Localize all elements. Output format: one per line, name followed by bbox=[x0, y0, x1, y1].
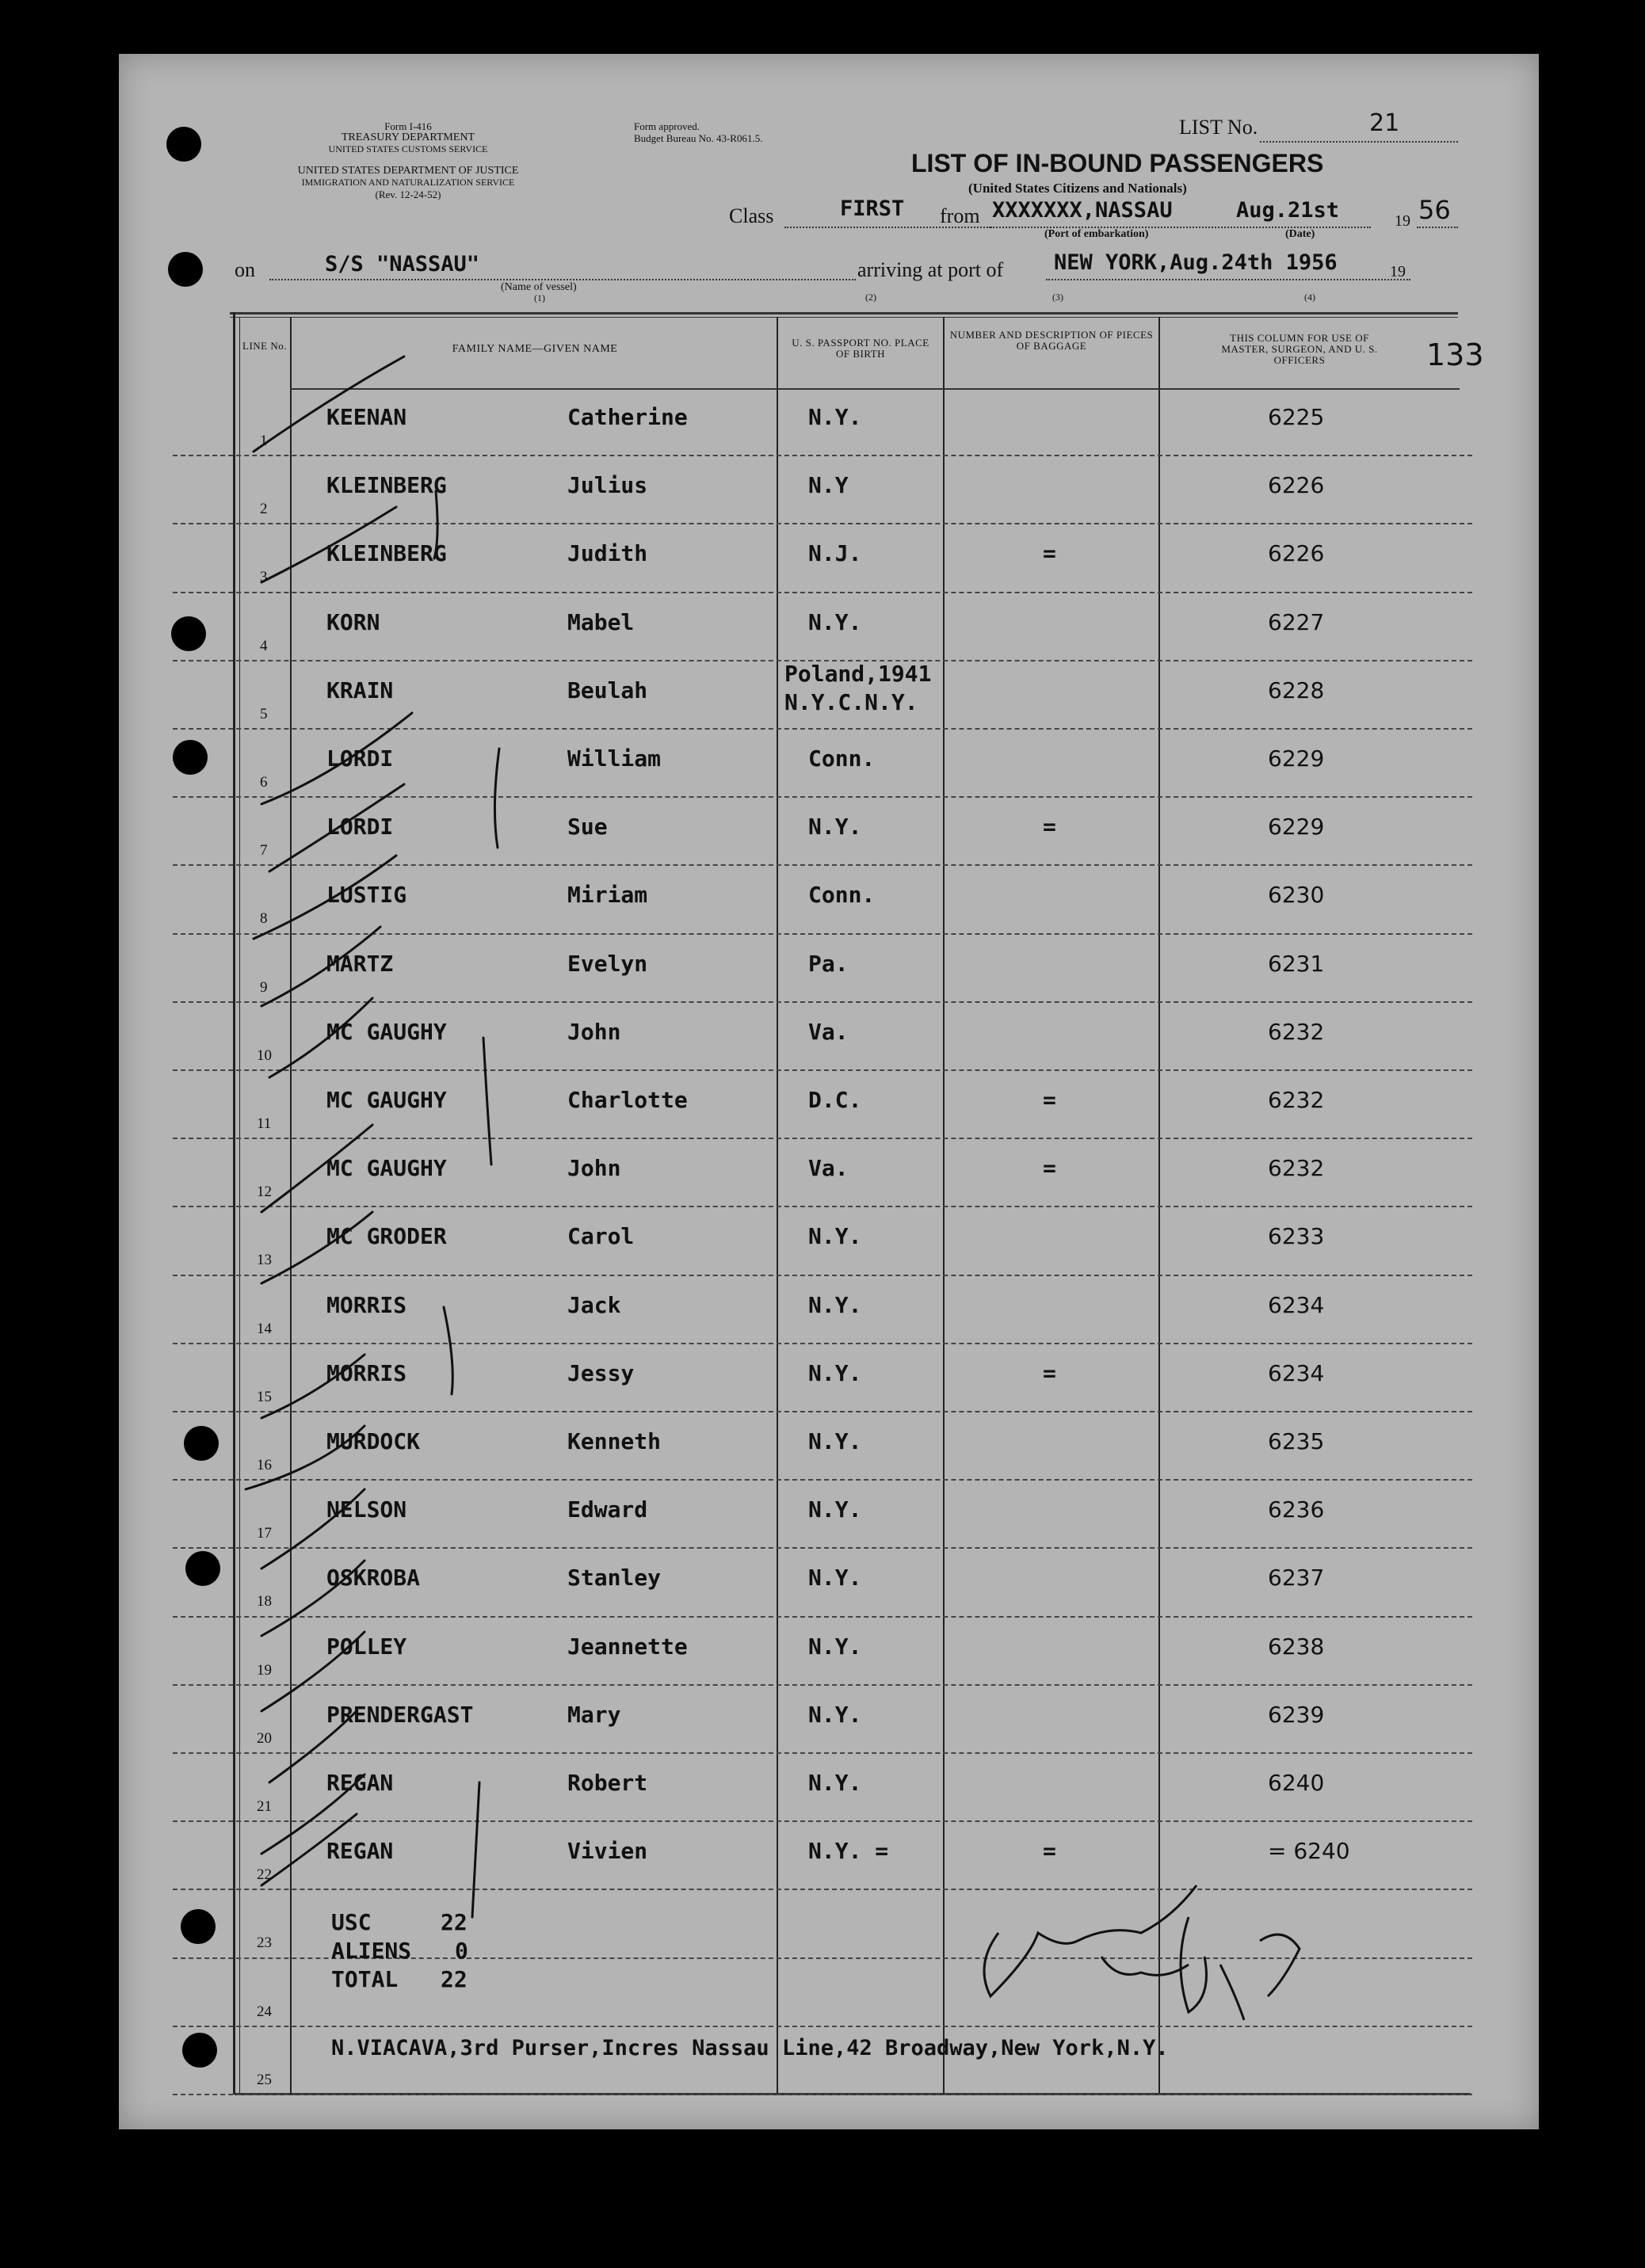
officer-number: 6227 bbox=[1268, 608, 1325, 635]
officer-number: 6234 bbox=[1268, 1359, 1325, 1386]
family-name: PRENDERGAST bbox=[326, 1701, 474, 1728]
family-name: MC GAUGHY bbox=[326, 1087, 447, 1113]
family-name: MC GAUGHY bbox=[326, 1155, 447, 1182]
line-number: 6 bbox=[260, 774, 268, 791]
place-of-birth: N.Y. bbox=[808, 1633, 862, 1660]
header-passport: U. S. PASSPORT NO. PLACE OF BIRTH bbox=[792, 337, 929, 360]
place-of-birth: N.Y bbox=[808, 472, 849, 499]
family-name: KLEINBERG bbox=[326, 472, 447, 499]
given-name: Vivien bbox=[567, 1838, 648, 1865]
officer-number: 6226 bbox=[1268, 540, 1325, 567]
given-name: Judith bbox=[567, 540, 648, 567]
line-number: 21 bbox=[257, 1798, 272, 1815]
place-of-birth: N.Y. bbox=[808, 1359, 862, 1386]
line-number: 24 bbox=[257, 2003, 272, 2020]
line-number: 20 bbox=[257, 1729, 272, 1747]
given-name: Catherine bbox=[567, 404, 688, 430]
class-value: FIRST bbox=[840, 196, 905, 221]
place-of-birth: N.Y. bbox=[808, 404, 862, 430]
baggage-description: = bbox=[1043, 1359, 1056, 1386]
officer-number: 6234 bbox=[1268, 1291, 1325, 1318]
header-baggage: NUMBER AND DESCRIPTION OF PIECES OF BAGGAGE bbox=[949, 329, 1154, 352]
signature-scribble bbox=[984, 1885, 1300, 2020]
given-name: Stanley bbox=[567, 1565, 662, 1591]
officer-number: 6225 bbox=[1268, 404, 1325, 430]
line-number: 19 bbox=[257, 1661, 272, 1679]
family-name: MORRIS bbox=[326, 1291, 407, 1318]
header-line-no: LINE No. bbox=[242, 340, 287, 352]
baggage-description: = bbox=[1043, 814, 1056, 840]
line-number: 8 bbox=[260, 910, 268, 928]
col-2-number: (2) bbox=[865, 292, 876, 303]
given-name: John bbox=[567, 1155, 621, 1182]
place-of-birth: N.Y. bbox=[808, 1496, 862, 1523]
officer-number: 6239 bbox=[1268, 1701, 1325, 1728]
vessel-column-number: (1) bbox=[534, 292, 545, 303]
document-title: LIST OF IN-BOUND PASSENGERS bbox=[911, 149, 1324, 177]
baggage-description: = bbox=[1043, 1838, 1056, 1865]
vessel-name: S/S "NASSAU" bbox=[325, 252, 480, 276]
place-of-birth: N.Y. bbox=[808, 1223, 862, 1250]
given-name: Beulah bbox=[567, 677, 648, 703]
place-of-birth: Conn. bbox=[808, 882, 876, 909]
line-number: 2 bbox=[260, 501, 268, 518]
dept-customs: UNITED STATES CUSTOMS SERVICE bbox=[328, 143, 488, 154]
form-approved: Form approved. bbox=[634, 120, 700, 132]
given-name: Charlotte bbox=[567, 1087, 688, 1113]
form-number: Form I-416 bbox=[384, 120, 432, 132]
line-number: 13 bbox=[257, 1252, 272, 1269]
family-name: MC GAUGHY bbox=[326, 1018, 447, 1045]
line-number: 4 bbox=[260, 637, 268, 654]
given-name: Evelyn bbox=[567, 950, 648, 977]
date-caption: (Date) bbox=[1285, 228, 1315, 240]
budget-bureau: Budget Bureau No. 43-R061.5. bbox=[634, 132, 763, 144]
given-name: Carol bbox=[567, 1223, 635, 1250]
officer-number: 6240 bbox=[1268, 1770, 1325, 1796]
place-of-birth: Pa. bbox=[808, 950, 849, 977]
family-name: NELSON bbox=[326, 1496, 407, 1523]
given-name: Miriam bbox=[567, 882, 648, 909]
total-count: 22 bbox=[441, 1966, 468, 1992]
family-name: MURDOCK bbox=[326, 1428, 421, 1454]
list-number: 21 bbox=[1369, 109, 1400, 137]
officer-number: 6232 bbox=[1268, 1018, 1325, 1045]
family-name: LORDI bbox=[326, 814, 394, 840]
line-number: 7 bbox=[260, 842, 268, 860]
given-name: William bbox=[567, 745, 662, 772]
aliens-label: ALIENS bbox=[331, 1938, 412, 1964]
header-officers: THIS COLUMN FOR USE OF MASTER, SURGEON, AND U. S. OFFICERS bbox=[1221, 332, 1378, 366]
line-number: 3 bbox=[260, 569, 268, 586]
line-number: 18 bbox=[257, 1593, 272, 1610]
family-name: REGAN bbox=[326, 1770, 394, 1796]
line-number: 15 bbox=[257, 1388, 272, 1405]
family-name: MC GRODER bbox=[326, 1223, 447, 1250]
given-name: Sue bbox=[567, 814, 608, 840]
place-of-birth: D.C. bbox=[808, 1087, 862, 1113]
document-subtitle: (United States Citizens and Nationals) bbox=[968, 181, 1187, 196]
from-label: from bbox=[940, 204, 980, 227]
line-number: 11 bbox=[257, 1115, 272, 1132]
family-name: MARTZ bbox=[326, 950, 394, 977]
given-name: Mary bbox=[567, 1701, 621, 1728]
officer-number: 6232 bbox=[1268, 1087, 1325, 1113]
officer-number: 6232 bbox=[1268, 1155, 1325, 1182]
officer-number: 6233 bbox=[1268, 1223, 1325, 1250]
baggage-description: = bbox=[1043, 1155, 1056, 1182]
usc-label: USC bbox=[331, 1909, 372, 1935]
place-of-birth: N.Y. bbox=[808, 1701, 862, 1728]
place-of-birth: N.Y. bbox=[808, 1770, 862, 1796]
family-name: POLLEY bbox=[326, 1633, 407, 1660]
year-prefix: 19 bbox=[1395, 212, 1410, 230]
port-of-embarkation: XXXXXXX,NASSAU bbox=[992, 198, 1173, 223]
given-name: Kenneth bbox=[567, 1428, 662, 1454]
baggage-description: = bbox=[1043, 540, 1056, 567]
line-number: 16 bbox=[257, 1457, 272, 1473]
arriving-label: arriving at port of bbox=[857, 258, 1004, 281]
place-of-birth: N.Y. bbox=[808, 1565, 862, 1591]
line-number: 25 bbox=[257, 2071, 272, 2088]
baggage-description: = bbox=[1043, 1087, 1056, 1113]
given-name: Jack bbox=[567, 1291, 621, 1318]
family-name: KLEINBERG bbox=[326, 540, 447, 567]
aliens-count: 0 bbox=[455, 1938, 468, 1964]
class-label: Class bbox=[729, 204, 774, 227]
page-number: 133 bbox=[1426, 337, 1484, 372]
purser-footer: N.VIACAVA,3rd Purser,Incres Nassau Line,42 Broadway,New York,N.Y. bbox=[331, 2036, 1169, 2060]
arrival-port-date: NEW YORK,Aug.24th 1956 bbox=[1054, 250, 1338, 275]
place-of-birth: N.Y. bbox=[808, 1291, 862, 1318]
line-number: 9 bbox=[260, 978, 268, 996]
vessel-caption: (Name of vessel) bbox=[501, 281, 577, 293]
family-name: KORN bbox=[326, 608, 380, 635]
officer-number: = 6240 bbox=[1268, 1838, 1350, 1865]
line-number: 14 bbox=[257, 1320, 272, 1337]
officer-number: 6235 bbox=[1268, 1428, 1325, 1454]
family-name: LORDI bbox=[326, 745, 394, 772]
family-name: MORRIS bbox=[326, 1359, 407, 1386]
arrival-year-prefix: 19 bbox=[1390, 263, 1406, 280]
given-name: Mabel bbox=[567, 608, 635, 635]
line-number: 10 bbox=[257, 1046, 272, 1064]
place-of-birth: Conn. bbox=[808, 745, 876, 772]
line-number: 5 bbox=[260, 705, 268, 722]
place-of-birth: Va. bbox=[808, 1155, 849, 1182]
dept-treasury: TREASURY DEPARTMENT bbox=[341, 132, 475, 143]
given-name: John bbox=[567, 1018, 621, 1045]
year-value: 56 bbox=[1418, 195, 1451, 225]
officer-number: 6237 bbox=[1268, 1565, 1325, 1591]
place-of-birth: Va. bbox=[808, 1018, 849, 1045]
given-name: Edward bbox=[567, 1496, 648, 1523]
place-of-birth: N.Y. bbox=[808, 608, 862, 635]
place-of-birth: N.Y. bbox=[808, 1428, 862, 1454]
place-of-birth: Poland,1941 N.Y.C.N.Y. bbox=[784, 660, 932, 715]
total-label: TOTAL bbox=[331, 1966, 399, 1992]
usc-count: 22 bbox=[441, 1909, 468, 1935]
place-of-birth: N.Y. bbox=[808, 814, 862, 840]
dept-justice: UNITED STATES DEPARTMENT OF JUSTICE bbox=[297, 165, 519, 177]
officer-number: 6238 bbox=[1268, 1633, 1325, 1660]
dept-ins: IMMIGRATION AND NATURALIZATION SERVICE bbox=[301, 177, 515, 188]
form-revision: (Rev. 12-24-52) bbox=[375, 189, 441, 200]
col-3-number: (3) bbox=[1052, 292, 1063, 303]
family-name: REGAN bbox=[326, 1838, 394, 1865]
line-number: 1 bbox=[260, 433, 268, 449]
given-name: Jeannette bbox=[567, 1633, 688, 1660]
given-name: Robert bbox=[567, 1770, 648, 1796]
place-of-birth: N.J. bbox=[808, 540, 862, 567]
family-name: KEENAN bbox=[326, 404, 407, 430]
family-name: OSKROBA bbox=[326, 1565, 421, 1591]
family-name: LUSTIG bbox=[326, 882, 407, 909]
place-of-birth: N.Y. = bbox=[808, 1838, 889, 1865]
port-caption: (Port of embarkation) bbox=[1044, 228, 1149, 240]
line-number: 17 bbox=[257, 1525, 272, 1542]
officer-number: 6229 bbox=[1268, 745, 1325, 772]
on-label: on bbox=[235, 258, 255, 281]
list-number-label: LIST No. bbox=[1179, 116, 1258, 139]
family-name: KRAIN bbox=[326, 677, 394, 703]
line-number: 12 bbox=[257, 1184, 272, 1201]
line-number: 23 bbox=[257, 1934, 272, 1952]
officer-number: 6230 bbox=[1268, 882, 1325, 909]
given-name: Jessy bbox=[567, 1359, 635, 1386]
given-name: Julius bbox=[567, 472, 648, 499]
officer-number: 6229 bbox=[1268, 814, 1325, 840]
line-number: 22 bbox=[257, 1866, 272, 1884]
col-4-number: (4) bbox=[1304, 292, 1315, 303]
officer-number: 6231 bbox=[1268, 950, 1325, 977]
embarkation-date: Aug.21st bbox=[1236, 198, 1340, 223]
officer-number: 6236 bbox=[1268, 1496, 1325, 1523]
officer-number: 6226 bbox=[1268, 472, 1325, 499]
officer-number: 6228 bbox=[1268, 677, 1325, 703]
header-name: FAMILY NAME—GIVEN NAME bbox=[452, 343, 618, 355]
